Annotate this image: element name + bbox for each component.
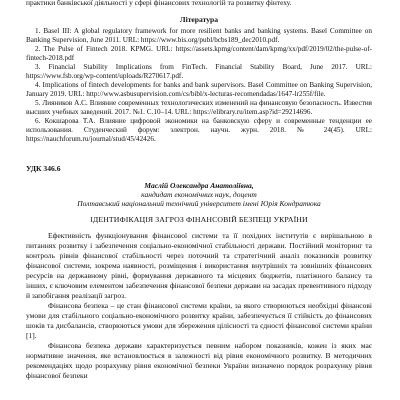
- body-paragraph: Ефективність функціонування фінансової системи та її похідних інститутів є вирішальною в питаннях розвитку і забезпечення соціально-економічної стабільності держави. Постійний моніторинг та контроль рівнів фінансової стабільності через поточний та стратегічний аналіз показників розвитку фінансової системи, зокрема наявності, розміщення і використання внутрішніх та зовнішніх фінансових ресурсів на державному рівні, формування державного та місцевих бюджетів, платіжного балансу та інших, є ключовим елементом забезпечення фінансової безпеки держави на засадах превентивного підходу й запобігання реалізації загроз.: [26, 230, 372, 300]
- author-name: Маслій Олександра Анатоліївна,: [144, 180, 254, 190]
- reference-item: 5. Лияников А.С. Влияние современных технологических изменений на финансовую безопасность. Известия высших учебных заведений. 2017. №1. С.10–14. URL: https://elibrary.ru/item.asp?id=29214696.: [26, 98, 372, 116]
- reference-item: 2. The Pulse of Fintech 2018. KPMG. URL: https://assets.kpmg/content/dam/kpmg/xx/pdf/2019/02/the-pulse-of-fintech-2018.pdf: [26, 44, 372, 62]
- document-page: [26, 0, 372, 381]
- reference-item: 3. Financial Stability Implications from FinTech. Financial Stability Board, June 2017. URL: https://www.fsb.org/wp-content/uploads/R270617.pdf.: [26, 62, 372, 80]
- article-title: ІДЕНТИФІКАЦІЯ ЗАГРОЗ ФІНАНСОВІЙ БЕЗПЕЦІ УКРАЇНИ: [90, 214, 308, 224]
- body-paragraph: Фінансова безпека держави характеризується певним набором показників, кожен із яких має нормативне значення, яке встановлюється в залежності від рівня економічного розвитку. В методичних рекомендаціях щодо розрахунку рівня економічної безпеки України визначено порядок розрахунку рівня фінансової безпеки: [26, 340, 372, 380]
- udk-code: УДК 346.6: [26, 163, 61, 173]
- reference-list: [26, 27, 372, 144]
- top-fragment: практики банківської діяльності у сфері фінансових технологій та розвитку фінтеху.: [26, 0, 292, 7]
- article-body: [26, 231, 372, 381]
- reference-item: 4. Implications of fintech developments for banks and bank supervisors. Basel Committee on Banking Supervision, January 2019. URL: http://www.asbusupervision.com/cs/bibl/x-lecturas-recomendadas/1647-lr255f/file.: [26, 80, 372, 98]
- literature-heading: Література: [179, 15, 219, 25]
- author-degree: кандидат економічних наук, доцент: [141, 189, 257, 199]
- reference-item: 6. Кокшарова Т.А. Влияние цифровой экономики на банковскую сферу и современные тенденции ее использования. Студенческий форум: электрон. научн. журн. 2018. № 24(45). URL: https://nauchforum.ru/journal/stud/45/42426.: [26, 116, 372, 143]
- body-paragraph: Фінансова безпека – це стан фінансової системи країни, за якого створюються необхідні фінансові умови для стабільного соціально-економічного розвитку країни, забезпечується її стійкість до фінансових шоків та дисбалансів, створюються умови для збереження цілісності та єдності фінансової системи країни [1].: [26, 300, 372, 340]
- author-affiliation: Полтавський національний технічний університет імені Юрія Кондратюка: [77, 198, 321, 208]
- reference-item: 1. Basel III: A global regulatory framework for more resilient banks and banking systems. Basel Committee on Banking Supervision, June 2011. URL: https://www.bis.org/publ/bcbs189_dec2010.pdf.: [26, 26, 372, 44]
